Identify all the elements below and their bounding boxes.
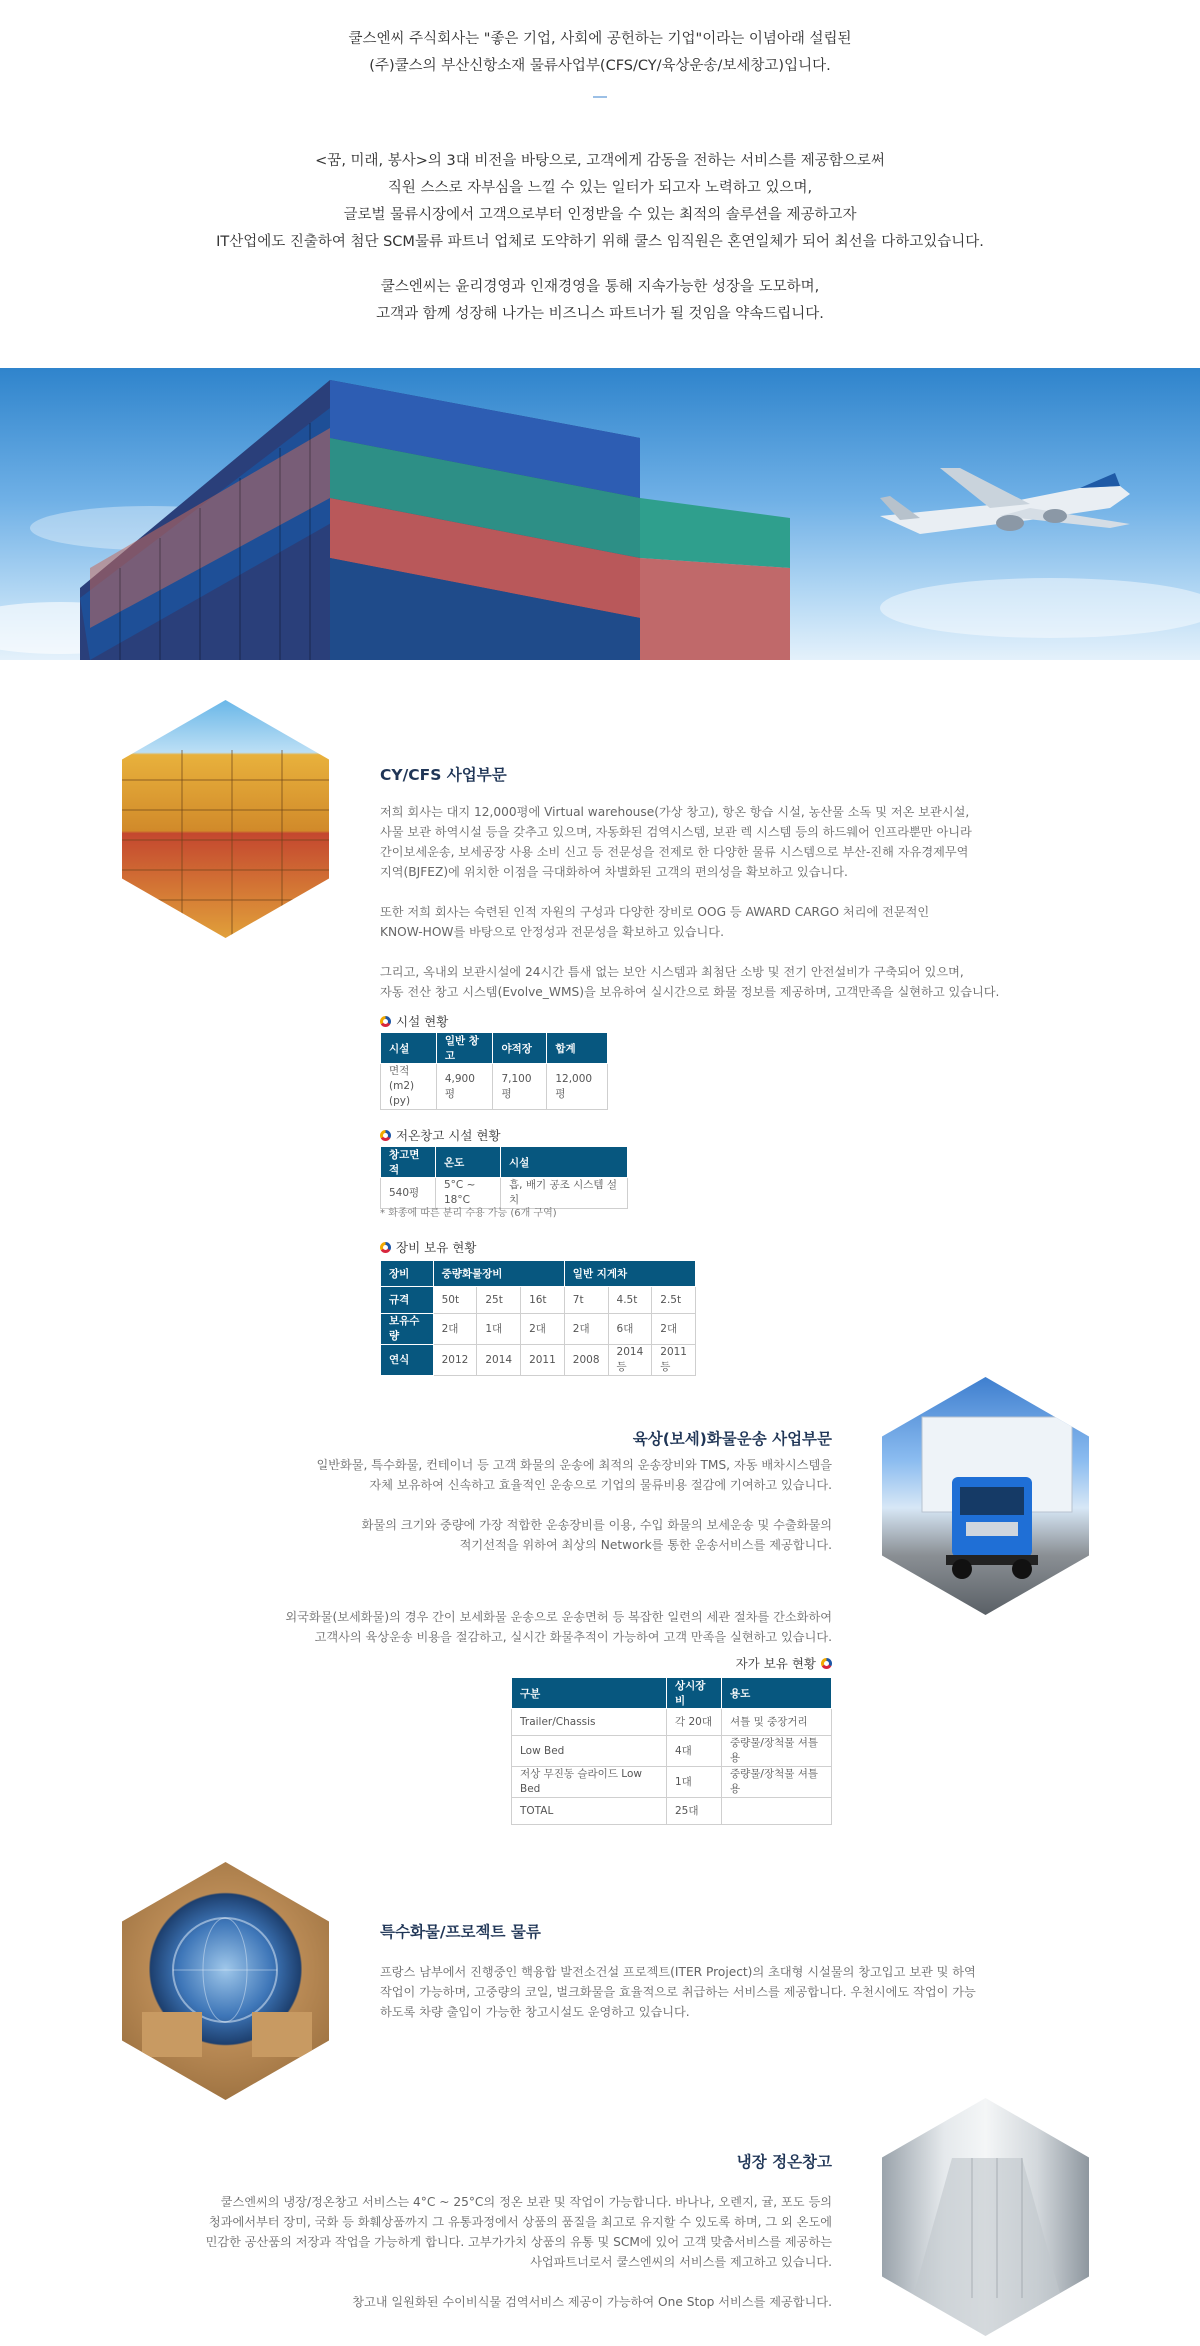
cfs-line: 또한 저희 회사는 숙련된 인적 자원의 구성과 다양한 장비로 OOG 등 AWARD CARGO 처리에 전문적인 xyxy=(380,905,930,919)
td: 2대 xyxy=(652,1314,696,1345)
special-line: 하도록 차량 출입이 가능한 창고시설도 운영하고 있습니다. xyxy=(380,2005,690,2019)
intro-line: 쿨스엔씨 주식회사는 "좋은 기업, 사회에 공헌하는 기업"이라는 이념아래 설립된 xyxy=(348,31,852,47)
cold-line: 민감한 공산품의 저장과 작업을 가능하게 합니다. 고부가가치 상품의 유통 및 SCM에 있어 고객 맞춤서비스를 제공하는 xyxy=(205,2235,832,2249)
land-line: 적기선적을 위하여 최상의 Network를 통한 운송서비스를 제공합니다. xyxy=(459,1538,832,1552)
td: Trailer/Chassis xyxy=(512,1709,667,1736)
cfs-line: 자동 전산 창고 시스템(Evolve_WMS)을 보유하여 실시간으로 화물 정보를 제공하며, 고객만족을 실현하고 있습니다. xyxy=(380,985,1000,999)
cfs-line: 저희 회사는 대지 12,000평에 Virtual warehouse(가상 창고), 항온 항습 시설, 농산물 소독 및 저온 보관시설, xyxy=(380,805,970,819)
td: 5°C ~ 18°C xyxy=(436,1178,501,1209)
corridor-graphic xyxy=(882,2098,1089,2336)
cfs-line: 지역(BJFEZ)에 위치한 이점을 극대화하여 차별화된 고객의 편의성을 확보하고 있습니다. xyxy=(380,865,848,879)
section-title-cfs: CY/CFS 사업부문 xyxy=(380,766,507,784)
th: 일반 창고 xyxy=(436,1033,493,1064)
intro-line: 직원 스스로 자부심을 느낄 수 있는 일터가 되고자 노력하고 있으며, xyxy=(387,180,813,196)
td: 4대 xyxy=(667,1736,722,1767)
cold-table xyxy=(380,1146,628,1209)
td: 셔틀 및 중장거리 xyxy=(722,1709,832,1736)
cfs-line: 사물 보관 하역시설 등을 갖추고 있으며, 자동화된 검역시스템, 보관 렉 시스템 등의 하드웨어 인프라뿐만 아니라 xyxy=(380,825,972,839)
td: 2014 xyxy=(477,1345,521,1376)
td: 연식 xyxy=(381,1345,434,1376)
intro-line: 쿨스엔씨는 윤리경영과 인재경영을 통해 지속가능한 성장을 도모하며, xyxy=(380,279,820,295)
cold-description xyxy=(150,2192,832,2332)
th: 합계 xyxy=(547,1033,608,1064)
bullet-icon xyxy=(821,1658,832,1669)
land-line: 일반화물, 특수화물, 컨테이너 등 고객 화물의 운송에 최적의 운송장비와 TMS, 자동 배차시스템을 xyxy=(316,1458,832,1472)
th: 장비 xyxy=(381,1261,434,1287)
td: 1대 xyxy=(667,1767,722,1798)
cold-label: 저온창고 시설 현황 xyxy=(396,1128,501,1143)
cfs-line: 그리고, 옥내외 보관시설에 24시간 틈새 없는 보안 시스템과 최첨단 소방 및 전기 안전설비가 구축되어 있으며, xyxy=(380,965,964,979)
th: 시설 xyxy=(381,1033,437,1064)
land-line: 자체 보유하여 신속하고 효율적인 운송으로 기업의 물류비용 절감에 기여하고 있습니다. xyxy=(369,1478,832,1492)
th: 중량화물장비 xyxy=(433,1261,564,1287)
special-description xyxy=(380,1962,1010,2042)
intro-line: 고객과 함께 성장해 나가는 비즈니스 파트너가 될 것임을 약속드립니다. xyxy=(376,306,824,322)
land-line: 외국화물(보세화물)의 경우 간이 보세화물 운송으로 운송면허 등 복잡한 일련의 세관 절차를 간소화하여 xyxy=(285,1610,832,1624)
banner-image xyxy=(0,368,1200,660)
td: 16t xyxy=(521,1287,565,1314)
td: 2008 xyxy=(564,1345,608,1376)
equip-label: 장비 보유 현황 xyxy=(396,1240,477,1255)
td: 4,900평 xyxy=(436,1064,493,1110)
cold-line: 청과에서부터 장미, 국화 등 화훼상품까지 그 유통과정에서 상품의 품질을 최고로 유지할 수 있도록 하며, 그 외 온도에 xyxy=(208,2215,832,2229)
td: TOTAL xyxy=(512,1798,667,1825)
td: 규격 xyxy=(381,1287,434,1314)
td: 50t xyxy=(433,1287,477,1314)
facility-table xyxy=(380,1032,608,1110)
td: 25t xyxy=(477,1287,521,1314)
facility-label: 시설 현황 xyxy=(396,1014,449,1029)
cold-line: 창고내 일원화된 수이비식물 검역서비스 제공이 가능하여 One Stop 서비스를 제공합니다. xyxy=(352,2295,832,2309)
bullet-icon xyxy=(380,1130,391,1141)
td: 540평 xyxy=(381,1178,436,1209)
container-stack-graphic xyxy=(122,700,329,938)
special-line: 작업이 가능하며, 고중량의 코일, 벌크화물을 효율적으로 취급하는 서비스를 제공합니다. 우천시에도 작업이 가능 xyxy=(380,1985,976,1999)
td: 25대 xyxy=(667,1798,722,1825)
stacked-containers-photo xyxy=(122,700,329,938)
fleet-table xyxy=(511,1677,832,1825)
td: 4.5t xyxy=(608,1287,652,1314)
cfs-line: KNOW-HOW를 바탕으로 안정성과 전문성을 확보하고 있습니다. xyxy=(380,925,724,939)
td: 2014등 xyxy=(608,1345,652,1376)
containers-airplane-illustration xyxy=(0,368,1200,660)
globe-boxes-photo xyxy=(122,1862,329,2100)
blue-truck-photo xyxy=(882,1377,1089,1615)
td: 저상 무진동 슬라이드 Low Bed xyxy=(512,1767,667,1798)
bullet-icon xyxy=(380,1016,391,1027)
section-title-special: 특수화물/프로젝트 물류 xyxy=(380,1923,541,1941)
th: 용도 xyxy=(722,1678,832,1709)
facility-heading xyxy=(380,1012,448,1030)
land-line: 고객사의 육상운송 비용을 절감하고, 실시간 화물추적이 가능하여 고객 만족을 실현하고 있습니다. xyxy=(314,1630,832,1644)
cold-note: * 화종에 따른 분리 수용 가능 (6개 구역) xyxy=(380,1208,557,1219)
td: 2대 xyxy=(433,1314,477,1345)
th: 야적장 xyxy=(493,1033,547,1064)
td: 2.5t xyxy=(652,1287,696,1314)
section-title-land: 육상(보세)화물운송 사업부문 xyxy=(632,1430,832,1448)
equip-heading xyxy=(380,1238,476,1256)
bullet-icon xyxy=(380,1242,391,1253)
td: 2011 xyxy=(521,1345,565,1376)
td: 2011등 xyxy=(652,1345,696,1376)
cfs-description xyxy=(380,802,1020,1022)
td: 6대 xyxy=(608,1314,652,1345)
td: Low Bed xyxy=(512,1736,667,1767)
td: 면적(m2) (py) xyxy=(381,1064,437,1110)
td: 보유수량 xyxy=(381,1314,434,1345)
cold-heading xyxy=(380,1126,501,1144)
cold-storage-corridor-photo xyxy=(882,2098,1089,2336)
land-description xyxy=(150,1455,832,1667)
truck-graphic xyxy=(882,1377,1089,1615)
td: 흡, 배기 공조 시스템 설치 xyxy=(501,1178,628,1209)
td: 2012 xyxy=(433,1345,477,1376)
intro-line: IT산업에도 진출하여 첨단 SCM물류 파트너 업체로 도약하기 위해 쿨스 임직원은 혼연일체가 되어 최선을 다하고있습니다. xyxy=(216,234,984,250)
th: 온도 xyxy=(436,1147,501,1178)
td: 12,000평 xyxy=(547,1064,608,1110)
td: 7,100평 xyxy=(493,1064,547,1110)
intro-line: 글로벌 물류시장에서 고객으로부터 인정받을 수 있는 최적의 솔루션을 제공하고자 xyxy=(343,207,857,223)
td: 중량물/장척물 셔틀용 xyxy=(722,1767,832,1798)
td xyxy=(722,1798,832,1825)
th: 일반 지게차 xyxy=(564,1261,695,1287)
th: 시설 xyxy=(501,1147,628,1178)
th: 구분 xyxy=(512,1678,667,1709)
td: 각 20대 xyxy=(667,1709,722,1736)
land-line: 화물의 크기와 중량에 가장 적합한 운송장비를 이용, 수입 화물의 보세운송 및 수출화물의 xyxy=(361,1518,832,1532)
fleet-label: 자가 보유 현황 xyxy=(735,1656,816,1671)
special-line: 프랑스 남부에서 진행중인 핵융합 발전소건설 프로젝트(ITER Project)의 초대형 시설물의 창고입고 보관 및 하역 xyxy=(380,1965,976,1979)
section-title-cold: 냉장 정온창고 xyxy=(736,2153,832,2171)
divider xyxy=(593,96,607,98)
intro-section xyxy=(0,0,1200,328)
th: 창고면적 xyxy=(381,1147,436,1178)
globe-graphic xyxy=(122,1862,329,2100)
td: 1대 xyxy=(477,1314,521,1345)
intro-line: <꿈, 미래, 봉사>의 3대 비전을 바탕으로, 고객에게 감동을 전하는 서비스를 제공함으로써 xyxy=(315,153,885,169)
cold-line: 사업파트너로서 쿨스엔씨의 서비스를 제고하고 있습니다. xyxy=(530,2255,832,2269)
cfs-line: 간이보세운송, 보세공장 사용 소비 신고 등 전문성을 전제로 한 다양한 물류 시스템으로 부산-진해 자유경제무역 xyxy=(380,845,969,859)
th: 상시장비 xyxy=(667,1678,722,1709)
td: 2대 xyxy=(564,1314,608,1345)
td: 2대 xyxy=(521,1314,565,1345)
cold-line: 쿨스엔씨의 냉장/정온창고 서비스는 4°C ~ 25°C의 정온 보관 및 작업이 가능합니다. 바나나, 오렌지, 귤, 포도 등의 xyxy=(220,2195,832,2209)
equip-table xyxy=(380,1260,696,1376)
fleet-heading xyxy=(0,1654,832,1672)
intro-line: (주)쿨스의 부산신항소재 물류사업부(CFS/CY/육상운송/보세창고)입니다. xyxy=(369,58,831,74)
td: 7t xyxy=(564,1287,608,1314)
td: 중량물/장척물 셔틀용 xyxy=(722,1736,832,1767)
